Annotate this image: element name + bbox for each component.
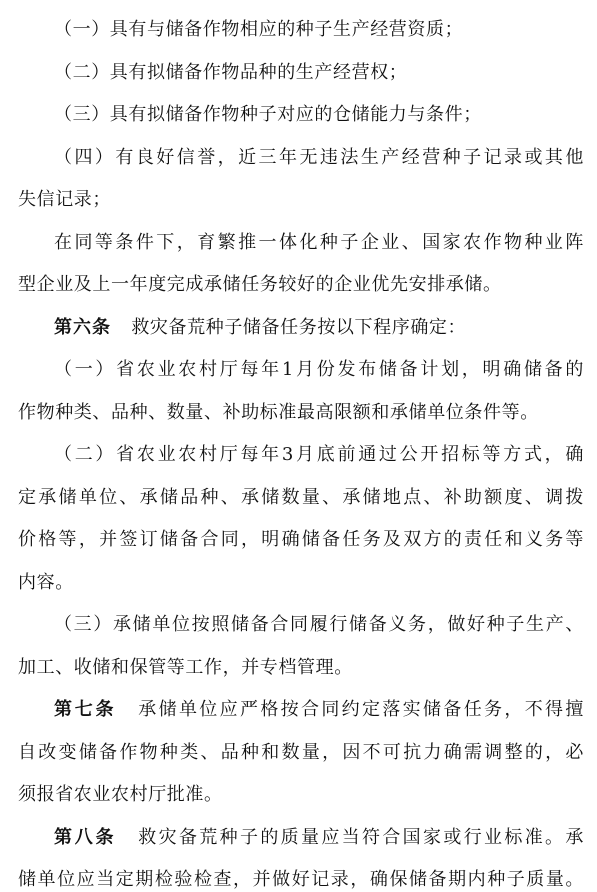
- line-text: （二）具有拟储备作物品种的生产经营权；: [54, 62, 408, 83]
- article-eight-line: [54, 826, 584, 850]
- line-text: 救灾备荒种子的质量应当符合国家或行业标准。承: [138, 827, 584, 848]
- line-text: （三）具有拟储备作物种子对应的仓储能力与条件；: [54, 104, 482, 125]
- text-line-19: [18, 783, 584, 807]
- line-text: （一）具有与储备作物相应的种子生产经营资质；: [54, 19, 464, 40]
- line-text: 定承储单位、承储品种、承储数量、承储地点、补助额度、调拨: [18, 487, 584, 508]
- text-line-18: [18, 741, 584, 765]
- line-text: （二）省农业农村厅每年3月底前通过公开招标等方式，确: [54, 444, 584, 465]
- line-text: 价格等，并签订储备合同，明确储备任务及双方的责任和义务等: [18, 529, 584, 550]
- article-six-line: [54, 316, 584, 340]
- text-line-13: [18, 528, 584, 552]
- text-line-12: [18, 486, 584, 510]
- article-six-heading: 第六条: [54, 317, 111, 338]
- line-text: 储单位应当定期检验检查，并做好记录，确保储备期内种子质量。: [18, 869, 584, 890]
- text-line-3: [54, 103, 584, 127]
- text-line-1: [54, 18, 584, 42]
- text-line-6: [54, 231, 584, 255]
- line-text: 作物种类、品种、数量、补助标准最高限额和承储单位条件等。: [18, 402, 539, 423]
- line-text: 内容。: [18, 572, 74, 593]
- text-line-10: [18, 401, 584, 425]
- line-text: （四）有良好信誉，近三年无违法生产经营种子记录或其他: [54, 147, 584, 168]
- line-text: 失信记录；: [18, 189, 111, 210]
- line-text: （三）承储单位按照储备合同履行储备义务，做好种子生产、: [54, 614, 584, 635]
- article-seven-heading: 第七条: [54, 699, 117, 720]
- text-line-9: [54, 358, 584, 382]
- text-line-16: [18, 656, 584, 680]
- line-text: 承储单位应严格按合同约定落实储备任务，不得擅: [138, 699, 584, 720]
- text-line-7: [18, 273, 584, 297]
- line-text: 须报省农业农村厅批准。: [18, 784, 223, 805]
- text-line-11: [54, 443, 584, 467]
- line-text: 型企业及上一年度完成承储任务较好的企业优先安排承储。: [18, 274, 502, 295]
- text-line-14: [18, 571, 584, 595]
- text-line-2: [54, 61, 584, 85]
- article-eight-heading: 第八条: [54, 827, 117, 848]
- text-line-4: [54, 146, 584, 170]
- article-seven-line: [54, 698, 584, 722]
- line-text: 自改变储备作物种类、品种和数量，因不可抗力确需调整的，必: [18, 742, 584, 763]
- text-line-15: [54, 613, 584, 637]
- line-text: 在同等条件下，育繁推一体化种子企业、国家农作物种业阵: [54, 232, 584, 253]
- line-text: 救灾备荒种子储备任务按以下程序确定：: [131, 317, 467, 338]
- text-line-21: [18, 868, 584, 892]
- line-text: （一）省农业农村厅每年1月份发布储备计划，明确储备的: [54, 359, 584, 380]
- line-text: 加工、收储和保管等工作，并专档管理。: [18, 657, 353, 678]
- text-line-5: [18, 188, 584, 212]
